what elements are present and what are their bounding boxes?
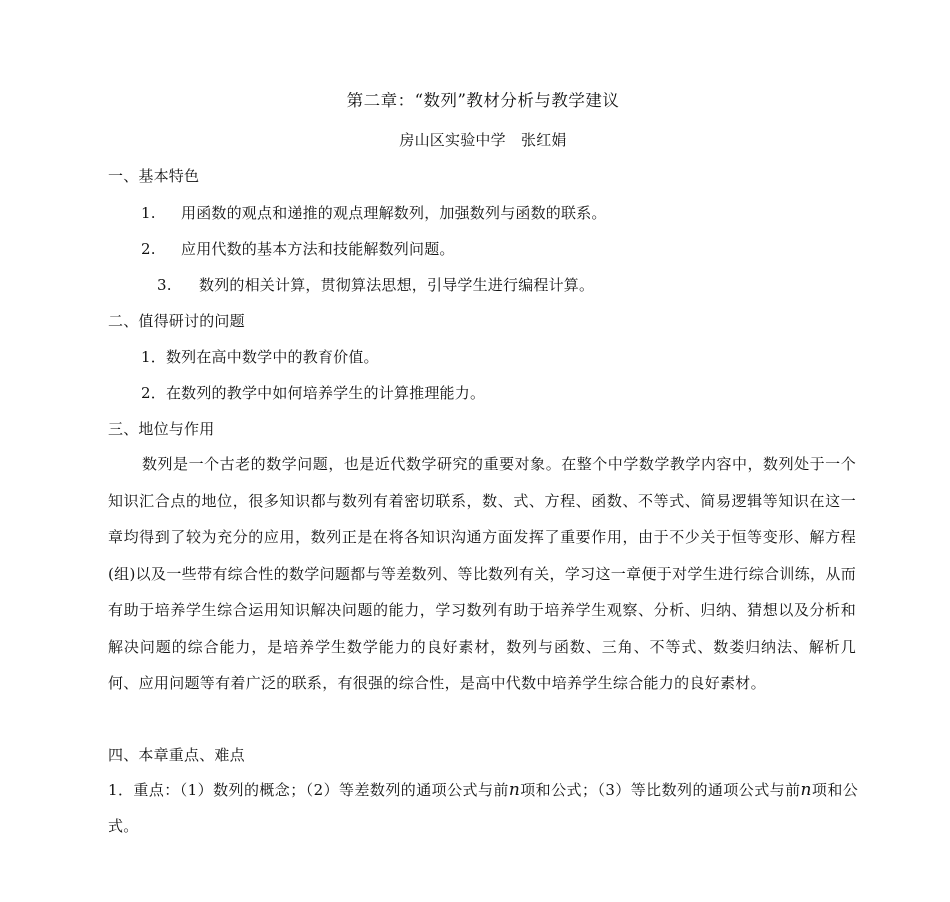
math-variable-n: n bbox=[508, 780, 520, 800]
list-item bbox=[141, 203, 607, 223]
list-item-number: 1. bbox=[141, 204, 156, 222]
list-item bbox=[141, 239, 455, 259]
list-item-text: 数列的相关计算，贯彻算法思想，引导学生进行编程计算。 bbox=[199, 276, 595, 294]
body-paragraph: 数列是一个古老的数学问题，也是近代数学研究的重要对象。在整个中学数学教学内容中，数列处于一个知识汇合点的地位，很多知识都与数列有着密切联系，数、式、方程、函数、不等式、简易逻辑等知识在这一章均得到了较为充分的应用，数列正是在将各知识沟通方面发挥了重要作用，由于不少关于恒等变形、解方程(组)以及一些带有综合性的数学问题都与等差数列、等比数列有关，学习这一章便于对学生进行综合训练，从而有助于培养学生综合运用知识解决问题的能力，学习数列有助于培养学生观察、分析、归纳、猜想以及分析和解决问题的综合能力，是培养学生数学能力的良好素材，数列与函数、三角、不等式、数娄归纳法、解析几何、应用问题等有着广泛的联系，有很强的综合性，是高中代数中培养学生综合能力的良好素材。 bbox=[108, 455, 856, 692]
section-heading-4: 四、本章重点、难点 bbox=[108, 746, 245, 764]
document-author: 房山区实验中学 张红娟 bbox=[399, 131, 567, 149]
key-points-paragraph bbox=[108, 772, 858, 844]
section-heading-3: 三、地位与作用 bbox=[108, 420, 215, 438]
list-item-number: 3. bbox=[157, 276, 172, 294]
list-item: 1．数列在高中数学中的教育价值。 bbox=[141, 348, 379, 366]
section-heading-2: 二、值得研讨的问题 bbox=[108, 312, 245, 330]
list-item-text: 用函数的观点和递推的观点理解数列，加强数列与函数的联系。 bbox=[181, 204, 607, 222]
list-item-text: 应用代数的基本方法和技能解数列问题。 bbox=[181, 240, 455, 258]
section-heading-1: 一、基本特色 bbox=[108, 167, 200, 185]
list-item bbox=[157, 275, 594, 295]
list-item: 2．在数列的教学中如何培养学生的计算推理能力。 bbox=[141, 384, 486, 402]
list-item-number: 2. bbox=[141, 240, 156, 258]
document-title: 第二章：“数列”教材分析与教学建议 bbox=[346, 91, 620, 110]
key-points-text-1: 1．重点：（1）数列的概念；（2）等差数列的通项公式与前 bbox=[108, 781, 509, 799]
math-variable-n: n bbox=[800, 780, 812, 800]
key-points-text-3: 项和公式。 bbox=[108, 781, 858, 835]
key-points-text-2: 项和公式；（3）等比数列的通项公式与前 bbox=[519, 781, 801, 799]
